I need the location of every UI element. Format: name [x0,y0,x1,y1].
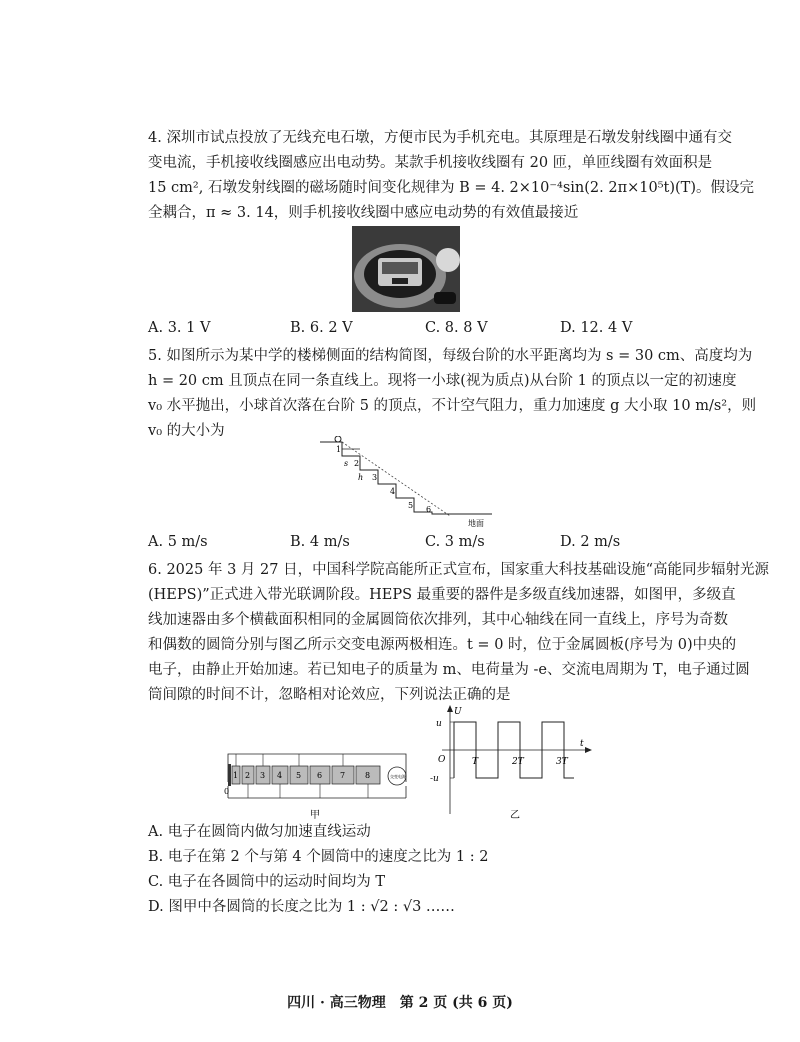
ground-label: 地面 [468,519,484,528]
q4-option-c: C. 8. 8 V [425,320,488,336]
q6-option-d: D. 图甲中各圆筒的长度之比为 1 : √2 : √3 …… [148,899,455,915]
tube-label-3: 3 [260,771,266,780]
tube-label-7: 7 [340,771,346,780]
tick-2T: 2T [512,757,524,767]
figure-jia-caption: 甲 [310,810,320,821]
figure-yi-caption: 乙 [510,810,520,821]
tube-label-8: 8 [365,771,371,780]
q6-option-c: C. 电子在各圆筒中的运动时间均为 T [148,874,386,890]
q4-line-4: 全耦合，π ≈ 3. 14，则手机接收线圈中感应电动势的有效值最接近 [148,205,579,221]
tube-label-6: 6 [317,771,323,780]
square-wave-figure [428,702,598,822]
q5-line-3: v₀ 水平抛出，小球首次落在台阶 5 的顶点，不计空气阻力，重力加速度 g 大小取 10 m/s²，则 [148,398,757,414]
tube-label-1: 1 [233,771,239,780]
tick-3T: 3T [556,757,568,767]
s-label: s [344,459,349,468]
q6-line-6: 筒间隙的时间不计，忽略相对论效应，下列说法正确的是 [148,687,511,703]
q6-line-1: 6. 2025 年 3 月 27 日，中国科学院高能所正式宣布，国家重大科技基础设施“高能同步辐射光源 [148,562,769,578]
q4-line-3: 15 cm², 石墩发射线圈的磁场随时间变化规律为 B = 4. 2×10⁻⁴sin(2. 2π×10⁵t)(T)。假设完 [148,180,754,196]
q4-option-d: D. 12. 4 V [560,320,633,336]
linear-accelerator-figure [222,752,412,822]
q5-option-c: C. 3 m/s [425,534,485,550]
q4-option-b: B. 6. 2 V [290,320,353,336]
tick-T: T [472,757,479,767]
q6-line-5: 电子，由静止开始加速。若已知电子的质量为 m、电荷量为 -e、交流电周期为 T，电子通过圆 [148,662,750,678]
x-axis-label: t [580,739,584,749]
q5-line-1: 5. 如图所示为某中学的楼梯侧面的结构简图，每级台阶的水平距离均为 s = 30 cm、高度均为 [148,348,753,364]
q5-option-a: A. 5 m/s [148,534,208,550]
q4-line-1: 4. 深圳市试点投放了无线充电石墩，方便市民为手机充电。其原理是石墩发射线圈中通有交 [148,130,732,146]
staircase-figure [320,436,500,528]
q6-line-4: 和偶数的圆筒分别与图乙所示交变电源两极相连。t = 0 时，位于金属圆板(序号为 0)中央的 [148,637,737,653]
source-label: 交变电源 [390,774,406,779]
step-label: 3 [372,473,378,482]
tube-label-5: 5 [296,771,302,780]
q5-option-d: D. 2 m/s [560,534,621,550]
y-axis-label: U [454,707,462,717]
charging-stone-photo [352,226,460,312]
tube-label-0: 0 [224,787,230,796]
origin-label: O [438,755,446,765]
q5-line-2: h = 20 cm 且顶点在同一条直线上。现将一小球(视为质点)从台阶 1 的顶点以一定的初速度 [148,373,737,389]
u-neg-label: -u [430,774,439,784]
h-label: h [358,473,364,482]
q6-line-3: 线加速器由多个横截面积相同的金属圆筒依次排列，其中心轴线在同一直线上，序号为奇数 [148,612,728,628]
tube-label-4: 4 [277,771,283,780]
step-label: 2 [354,459,360,468]
step-label: 4 [390,487,396,496]
q5-option-b: B. 4 m/s [290,534,350,550]
q4-option-a: A. 3. 1 V [148,320,211,336]
q5-line-4: v₀ 的大小为 [148,423,225,439]
step-label: 5 [408,501,414,510]
u-pos-label: u [436,719,442,729]
tube-label-2: 2 [245,771,251,780]
q6-option-b: B. 电子在第 2 个与第 4 个圆筒中的速度之比为 1 : 2 [148,849,489,865]
step-label: 1 [336,445,342,454]
ball [335,436,341,442]
q6-line-2: (HEPS)”正式进入带光联调阶段。HEPS 最重要的器件是多级直线加速器，如图甲，多级直 [148,587,736,603]
page-footer: 四川 · 高三物理 第 2 页 (共 6 页) [287,995,513,1011]
step-label: 6 [426,505,432,514]
q6-option-a: A. 电子在圆筒内做匀加速直线运动 [148,824,371,840]
q4-line-2: 变电流，手机接收线圈感应出电动势。某款手机接收线圈有 20 匝，单匝线圈有效面积是 [148,155,713,171]
